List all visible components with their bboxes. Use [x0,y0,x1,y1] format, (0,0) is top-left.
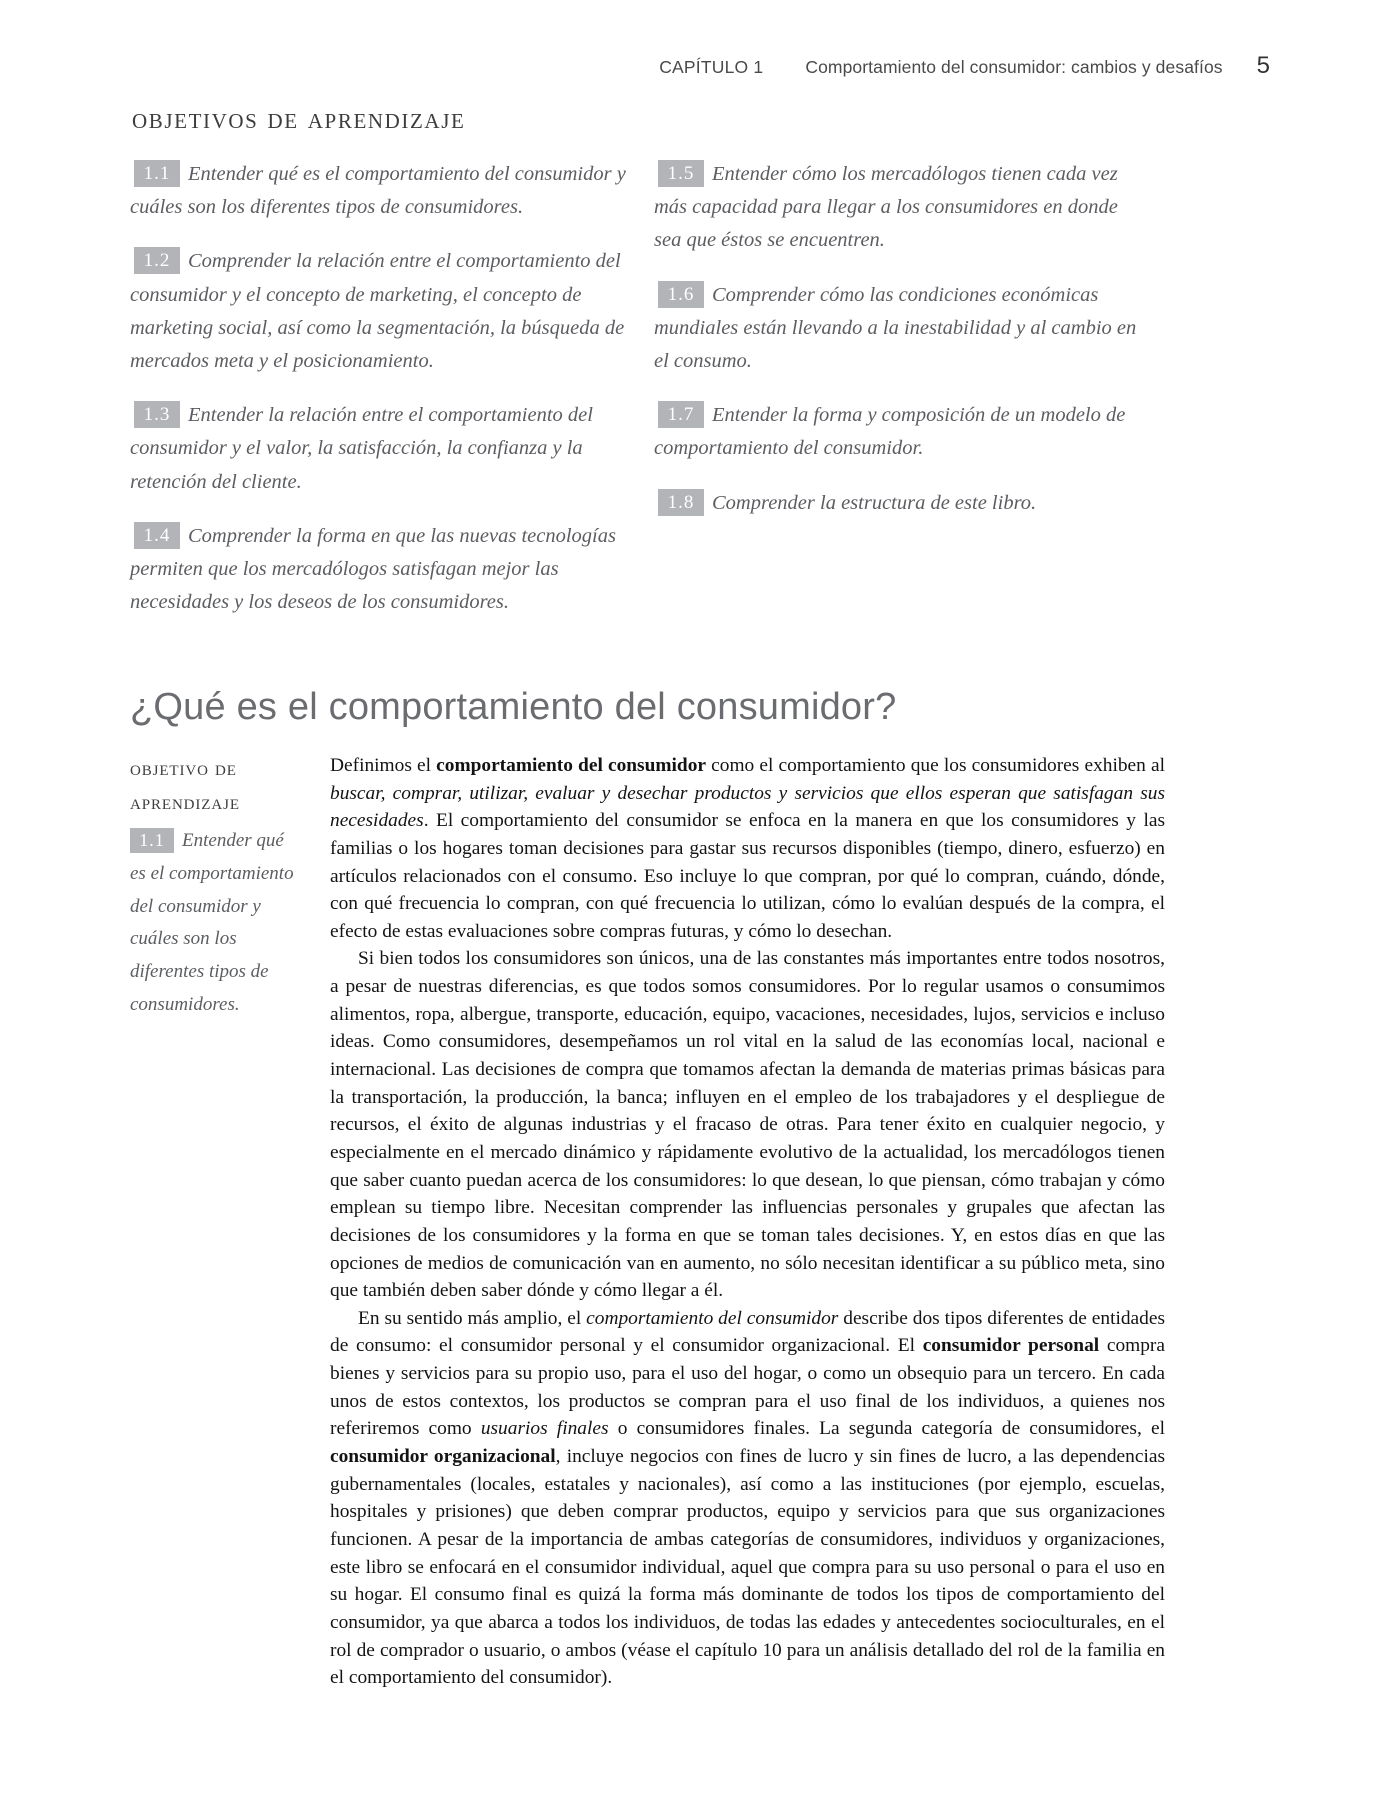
margin-note-title-line-2: aprendizaje [130,789,240,814]
objective-item [654,487,1150,520]
term-bold: consumidor organizacional [330,1446,556,1468]
objective-number-badge: 1.3 [134,401,180,428]
objective-item [130,158,626,224]
margin-note-title-line-1: objetivo de [130,756,237,780]
margin-note-text: Entender qué es el comportamiento del consumidor y cuáles son los diferentes tipos de consumidores. [130,830,294,1015]
term-italic: comportamiento del consumidor [586,1307,839,1329]
term-italic: buscar, comprar, utilizar, evaluar y desechar productos y servicios que ellos esperan que satisfagan sus necesidades [330,782,1165,832]
main-text-column [330,752,1165,1692]
term-bold: comportamiento del consumidor [436,755,707,776]
objective-number-badge: 1.4 [134,522,180,549]
margin-note [130,752,330,1021]
paragraph [330,752,1165,945]
objective-item [130,245,626,378]
objective-number-badge: 1.1 [134,160,180,187]
objective-number-badge: 1.7 [658,401,704,428]
margin-note-body [130,825,300,1021]
objective-number-badge: 1.2 [134,247,180,274]
running-head-chapter: CAPÍTULO 1 [659,57,764,77]
text-run: como el comportamiento que los consumidores exhiben al [706,755,1165,776]
term-bold: consumidor personal [922,1335,1100,1357]
learning-objectives-heading: objetivos de aprendizaje [132,102,466,135]
section-heading: ¿Qué es el comportamiento del consumidor? [130,686,897,728]
objective-number-badge: 1.8 [658,489,704,516]
text-run: describe dos tipos diferentes de entidades de consumo: el consumidor personal y el consumidor organizacional. El [330,1307,1166,1357]
running-head-title: Comportamiento del consumidor: cambios y desafíos [805,57,1223,77]
margin-note-title [130,752,300,819]
objective-item [130,520,626,620]
text-run: . El comportamiento del consumidor se enfoca en la manera en que los consumidores y las familias o los hogares toman decisiones para gastar sus recursos disponibles (tiempo, dinero, esfuerzo) en artículos relacionados con el consumo. Eso incluye lo que compran, por qué lo compran, cuándo, dónde, con qué frecuencia lo compran, con qué frecuencia lo utilizan, cómo lo evalúan después de la compra, el efecto de estas evaluaciones sobre compras futuras, y cómo lo desechan. [330,810,1165,942]
text-run: Definimos el [330,755,437,776]
text-run: En su sentido más amplio, el [358,1307,587,1329]
paragraph: Si bien todos los consumidores son únicos, una de las constantes más importantes entre todos nosotros, a pesar de nuestras diferencias, es que todos somos consumidores. Por lo regular usamos o consumimos alimentos, ropa, albergue, transporte, educación, equipo, vacaciones, necesidades, lujos, servicios e incluso ideas. Como consumidores, desempeñamos un rol vital en la salud de las economías local, nacional e internacional. Las decisiones de compra que tomamos afectan la demanda de materias primas básicas para la transportación, la producción, la banca; influyen en el empleo de los trabajadores y el despliegue de recursos, el éxito de algunas industrias y el fracaso de otras. Para tener éxito en cualquier negocio, y especialmente en el mercado dinámico y rápidamente evolutivo de la actualidad, los mercadólogos tienen que saber cuanto puedan acerca de los consumidores: lo que desean, lo que piensan, cómo trabajan y cómo emplean su tiempo libre. Necesitan comprender las influencias personales y grupales que afectan las decisiones de los consumidores y la forma en que se toman tales decisiones. Y, en estos días en que las opciones de medios de comunicación van en aumento, no sólo necesitan identificar a su público meta, sino que también deben saber dónde y cómo llegar a él. [330,948,1165,1302]
text-run: , incluye negocios con fines de lucro y sin fines de lucro, a las dependencias gubernamentales (locales, estatales y nacionales), así como a las instituciones (por ejemplo, escuelas, hospitales y prisiones) que deben comprar productos, equipo y servicios para que sus organizaciones funcionen. A pesar de la importancia de ambas categorías de consumidores, individuos y organizaciones, este libro se enfocará en el consumidor individual, aquel que compra para su uso personal o para el uso en su hogar. El consumo final es quizá la forma más dominante de todos los tipos de comportamiento del consumidor, ya que abarca a todos los individuos, de todas las edades y antecedentes socioculturales, en el rol de comprador o usuario, o ambos (véase el capítulo 10 para un análisis detallado del rol de la familia en el comportamiento del consumidor). [330,1446,1165,1689]
term-italic: usuarios finales [480,1418,609,1440]
page-number: 5 [1256,52,1270,79]
objective-item [654,399,1150,465]
objective-number-badge: 1.5 [658,160,704,187]
text-run: compra bienes y servicios para su propio uso, para el uso del hogar, o como un obsequio para un tercero. En cada unos de estos contextos, los productos se compran para el uso final de los individuos, a quienes nos referiremos como [330,1335,1165,1440]
learning-objectives-block [130,102,1150,640]
objectives-right-column [654,158,1150,640]
objective-text: Comprender la estructura de este libro. [712,491,1037,514]
objective-text: Comprender cómo las condiciones económicas mundiales están llevando a la inestabilidad y al cambio en el consumo. [654,283,1137,373]
objective-item [654,279,1150,379]
body-area [130,752,1165,1692]
objective-text: Comprender la forma en que las nuevas tecnologías permiten que los mercadólogos satisfagan mejor las necesidades y los deseos de los consumidores. [130,524,616,614]
objective-text: Comprender la relación entre el comportamiento del consumidor y el concepto de marketing, el concepto de marketing social, así como la segmentación, la búsqueda de mercados meta y el posicionamiento. [130,250,625,373]
paragraph [330,1305,1165,1692]
objective-text: Entender cómo los mercadólogos tienen cada vez más capacidad para llegar a los consumidores en donde sea que éstos se encuentren. [654,163,1118,252]
objective-text: Entender la relación entre el comportamiento del consumidor y el valor, la satisfacción, la confianza y la retención del cliente. [130,404,593,493]
objective-text: Entender la forma y composición de un modelo de comportamiento del consumidor. [654,404,1126,460]
objective-number-badge: 1.1 [130,828,174,853]
objectives-columns [130,158,1150,640]
running-head [130,52,1270,80]
objective-text: Entender qué es el comportamiento del consumidor y cuáles son los diferentes tipos de consumidores. [130,163,626,219]
objective-item [654,158,1150,258]
text-run: o consumidores finales. La segunda categoría de consumidores, el [608,1418,1165,1440]
objective-item [130,399,626,499]
objective-number-badge: 1.6 [658,281,704,308]
objectives-left-column [130,158,626,640]
